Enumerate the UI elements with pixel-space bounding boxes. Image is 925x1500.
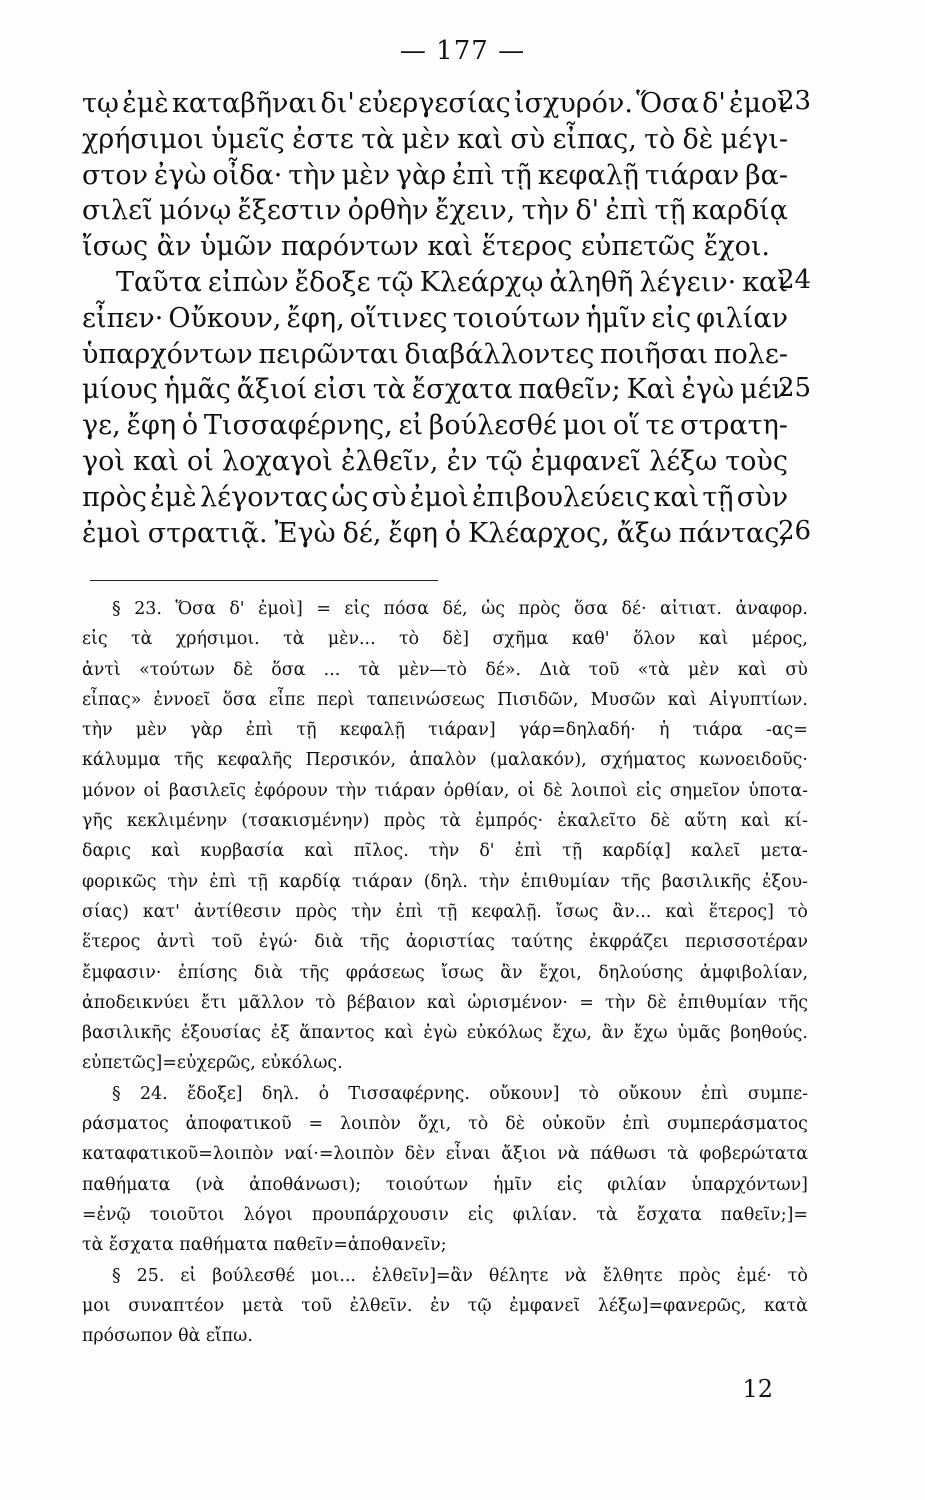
- note-line: γῆς κεκλιμένην (τσακισμένην) πρὸς τὰ ἐμπρός· ἐκαλεῖτο δὲ αὕτη καὶ κί-: [82, 811, 808, 832]
- main-line: εἶπεν· Οὔκουν, ἔφη, οἵτινες τοιούτων ἡμῖν εἰς φιλίαν: [82, 302, 788, 334]
- note-line: πρόσωπον θὰ εἴπω.: [82, 1326, 253, 1347]
- note-line: παθήματα (νὰ ἀποθάνωσι); τοιούτων ἡμῖν εἰς φιλίαν ὑπαρχόντων]: [82, 1174, 808, 1195]
- note-line: κάλυμμα τῆς κεφαλῆς Περσικόν, ἁπαλὸν (μαλακόν), σχήματος κωνοειδοῦς·: [82, 750, 808, 771]
- main-line: γε, ἔφη ὁ Τισσαφέρνης, εἰ βούλεσθέ μοι οἵ τε στρατη-: [82, 410, 788, 442]
- signature-mark: 12: [742, 1375, 773, 1403]
- note-line: φορικῶς τὴν ἐπὶ τῇ καρδίᾳ τιάραν (δηλ. τὴν ἐπιθυμίαν τῆς βασιλικῆς ἐξου-: [82, 871, 808, 892]
- main-text: [82, 86, 788, 551]
- commentary-notes: [82, 594, 808, 1351]
- note-line: =ἐνῷ τοιοῦτοι λόγοι προυπάρχουσιν εἰς φιλίαν. τὰ ἔσχατα παθεῖν;]=: [82, 1204, 808, 1225]
- main-line: μίους ἡμᾶς ἄξιοί εἰσι τὰ ἔσχατα παθεῖν; Καὶ ἐγὼ μέν: [82, 374, 788, 406]
- main-line: τῳ ἐμὲ καταβῆναι δι' εὐεργεσίας ἰσχυρόν. Ὅσα δ' ἐμοὶ: [82, 88, 788, 119]
- note-line: τὰ ἔσχατα παθήματα παθεῖν=ἀποθανεῖν;: [82, 1235, 447, 1256]
- margin-number: 26: [778, 516, 812, 546]
- main-line: ἐμοὶ στρατιᾷ. Ἐγὼ δέ, ἔφη ὁ Κλέαρχος, ἄξω πάντας,: [82, 517, 788, 549]
- main-line: πρὸς ἐμὲ λέγοντας ὡς σὺ ἐμοὶ ἐπιβουλεύεις καὶ τῇ σὺν: [82, 481, 788, 513]
- note-line: καταφατικοῦ=λοιπὸν ναί·=λοιπὸν δὲν εἶναι ἄξιοι νὰ πάθωσι τὰ φοβερώτατα: [82, 1144, 808, 1165]
- note-line: ἕτερος ἀντὶ τοῦ ἐγώ· διὰ τῆς ἀοριστίας ταύτης ἐκφράζει περισσοτέραν: [82, 932, 808, 953]
- note-line: βασιλικῆς ἐξουσίας ἐξ ἅπαντος καὶ ἐγὼ εὐκόλως ἔχω, ἂν ἔχω ὑμᾶς βοηθούς.: [82, 1023, 808, 1044]
- note-line: σίας) κατ' ἀντίθεσιν πρὸς τὴν ἐπὶ τῇ κεφαλῇ. ἴσως ἂν... καὶ ἕτερος] τὸ: [82, 901, 808, 922]
- footnote-divider: [90, 580, 438, 581]
- note-line: § 24. ἔδοξε] δηλ. ὁ Τισσαφέρνης. οὔκουν] τὸ οὔκουν ἐπὶ συμπε-: [112, 1083, 808, 1104]
- note-line: ἀποδεικνύει ἔτι μᾶλλον τὸ βέβαιον καὶ ὡρισμένον· = τὴν δὲ ἐπιθυμίαν τῆς: [82, 992, 808, 1013]
- main-line: σιλεῖ μόνῳ ἔξεστιν ὀρθὴν ἔχειν, τὴν δ' ἐπὶ τῇ καρδίᾳ: [82, 195, 788, 227]
- main-line: γοὶ καὶ οἱ λοχαγοὶ ἐλθεῖν, ἐν τῷ ἐμφανεῖ λέξω τοὺς: [82, 445, 788, 477]
- note-line: ράσματος ἀποφατικοῦ = λοιπὸν ὄχι, τὸ δὲ οὐκοῦν ἐπὶ συμπεράσματος: [82, 1114, 808, 1135]
- margin-number: 23: [778, 86, 812, 116]
- main-line: χρήσιμοι ὑμεῖς ἐστε τὰ μὲν καὶ σὺ εἶπας, τὸ δὲ μέγι-: [82, 123, 788, 155]
- page-header: — 177 —: [399, 36, 526, 66]
- note-line: ἀντὶ «τούτων δὲ ὅσα ... τὰ μὲν—τὸ δέ». Διὰ τοῦ «τὰ μὲν καὶ σὺ: [82, 659, 808, 680]
- note-line: μοι συναπτέον μετὰ τοῦ ἐλθεῖν. ἐν τῷ ἐμφανεῖ λέξω]=φανερῶς, κατὰ: [82, 1295, 808, 1316]
- note-line: εἶπας» ἐννοεῖ ὅσα εἶπε περὶ ταπεινώσεως Πισιδῶν, Μυσῶν καὶ Αἰγυπτίων.: [82, 689, 808, 710]
- note-line: § 25. εἰ βούλεσθέ μοι... ἐλθεῖν]=ἂν θέλητε νὰ ἔλθητε πρὸς ἐμέ· τὸ: [112, 1265, 808, 1286]
- margin-number: 24: [778, 265, 812, 295]
- note-line: μόνον οἱ βασιλεῖς ἐφόρουν τὴν τιάραν ὀρθίαν, οἱ δὲ λοιποὶ εἰς σημεῖον ὑποτα-: [82, 780, 808, 801]
- margin-number: 25: [778, 373, 812, 403]
- note-line: § 23. Ὅσα δ' ἐμοὶ] = εἰς πόσα δέ, ὡς πρὸς ὅσα δέ· αἰτιατ. ἀναφορ.: [112, 599, 808, 619]
- main-line: στον ἐγὼ οἶδα· τὴν μὲν γὰρ ἐπὶ τῇ κεφαλῇ τιάραν βα-: [82, 159, 788, 191]
- note-line: εὐπετῶς]=εὐχερῶς, εὐκόλως.: [82, 1053, 343, 1074]
- main-line: ἴσως ἂν ὑμῶν παρόντων καὶ ἕτερος εὐπετῶς ἔχοι.: [82, 231, 770, 263]
- main-line: Ταῦτα εἰπὼν ἔδοξε τῷ Κλεάρχῳ ἀληθῆ λέγειν· καὶ: [116, 266, 788, 298]
- note-line: εἰς τὰ χρήσιμοι. τὰ μὲν... τὸ δὲ] σχῆμα καθ' ὅλον καὶ μέρος,: [82, 629, 808, 650]
- main-line: ὑπαρχόντων πειρῶνται διαβάλλοντες ποιῆσαι πολε-: [82, 338, 788, 370]
- note-line: δαρις καὶ κυρβασία καὶ πῖλος. τὴν δ' ἐπὶ τῇ καρδίᾳ] καλεῖ μετα-: [82, 841, 808, 862]
- note-line: τὴν μὲν γὰρ ἐπὶ τῇ κεφαλῇ τιάραν] γάρ=δηλαδή· ἡ τιάρα -ας=: [82, 720, 808, 741]
- note-line: ἔμφασιν· ἐπίσης διὰ τῆς φράσεως ἴσως ἂν ἔχοι, δηλούσης ἀμφιβολίαν,: [82, 962, 808, 983]
